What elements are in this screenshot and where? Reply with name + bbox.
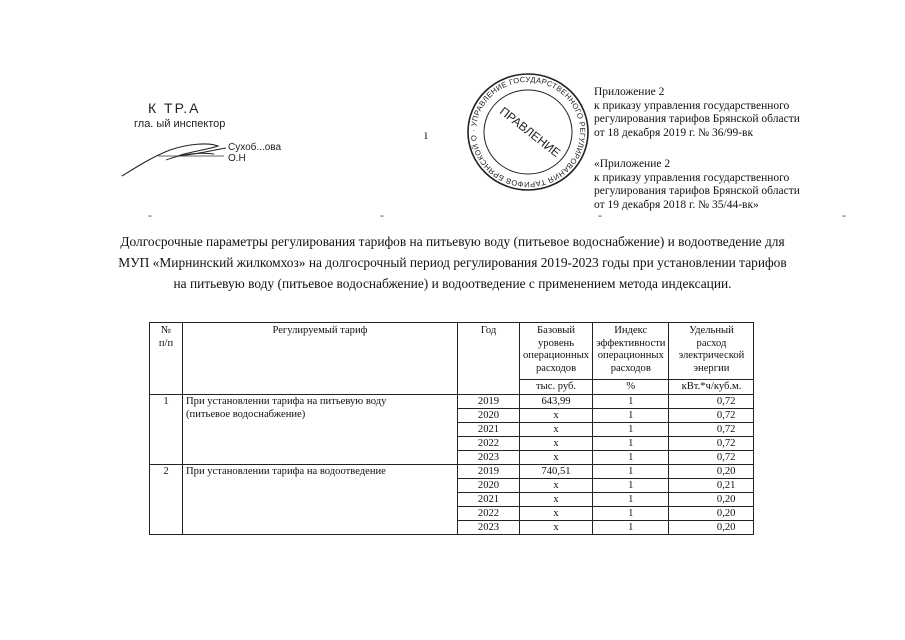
cell-base: 740,51 [520,465,593,479]
header-energy: Удельный расход электрической энергии [669,323,754,380]
scan-dash: - [148,208,152,222]
cell-energy: 0,20 [669,521,754,535]
cell-year: 2023 [458,451,520,465]
cell-year: 2022 [458,437,520,451]
cell-base: 643,99 [520,395,593,409]
appendix-previous [594,158,800,212]
appendix-line: регулирования тарифов Брянской области [594,185,800,198]
cell-index: 1 [593,521,669,535]
title-line: на питьевую воду (питьевое водоснабжение) и водоотведение с применением метода индексации. [173,276,732,291]
cell-index: 1 [593,423,669,437]
cell-index: 1 [593,479,669,493]
header-tariff: Регулируемый тариф [183,323,458,395]
appendix-line: Приложение 2 [594,86,665,98]
cell-base: х [520,521,593,535]
header-base: Базовый уровень операционных расходов [520,323,593,380]
stamp-heading: К ТР.А [148,100,201,116]
cell-energy: 0,20 [669,507,754,521]
cell-energy: 0,72 [669,451,754,465]
title-line: МУП «Мирнинский жилкомхоз» на долгосрочный период регулирования 2019-2023 годы при установлении тарифов [118,255,787,270]
scan-dash: - [380,208,384,222]
group-tariff: При установлении тарифа на водоотведение [183,465,458,535]
cell-energy: 0,72 [669,395,754,409]
cell-base: х [520,409,593,423]
cell-index: 1 [593,437,669,451]
cell-base: х [520,479,593,493]
approval-stamp [118,96,298,186]
scan-mark: ı [424,128,428,143]
title-line: Долгосрочные параметры регулирования тарифов на питьевую воду (питьевое водоснабжение) и водоотведение для [120,234,785,249]
group-tariff: При установлении тарифа на питьевую воду (питьевое водоснабжение) [183,395,458,465]
appendix-line: от 18 декабря 2019 г. № 36/99-вк [594,126,754,139]
stamp-name: Сухоб...ова О.Н [228,142,282,164]
cell-year: 2021 [458,493,520,507]
cell-energy: 0,72 [669,423,754,437]
document-title [70,231,835,294]
seal-outer-text: · УПРАВЛЕНИЕ ГОСУДАРСТВЕННОГО РЕГУЛИРОВАНИЯ ТАРИФОВ БРЯНСКОЙ О [468,74,588,190]
cell-year: 2022 [458,507,520,521]
table-header-row [150,323,754,380]
cell-base: х [520,493,593,507]
cell-energy: 0,72 [669,409,754,423]
table-row [150,465,754,479]
cell-year: 2019 [458,465,520,479]
header-num: № п/п [150,323,183,395]
unit-energy: кВт.*ч/куб.м. [669,380,754,395]
cell-base: х [520,437,593,451]
scan-dash: - [598,208,602,222]
cell-base: х [520,423,593,437]
cell-base: х [520,507,593,521]
unit-base: тыс. руб. [520,380,593,395]
seal-center-text: ПРАВЛЕНИЕ [496,104,564,160]
header-index: Индекс эффективности операционных расходов [593,323,669,380]
stamp-role: гла. ый инспектор [134,118,226,130]
cell-energy: 0,21 [669,479,754,493]
cell-year: 2019 [458,395,520,409]
cell-year: 2023 [458,521,520,535]
cell-energy: 0,20 [669,493,754,507]
cell-energy: 0,20 [669,465,754,479]
unit-index: % [593,380,669,395]
cell-index: 1 [593,451,669,465]
header-year: Год [458,323,520,395]
appendix-line: «Приложение 2 [594,158,671,170]
cell-year: 2020 [458,409,520,423]
appendix-current [594,86,800,140]
cell-energy: 0,72 [669,437,754,451]
cell-year: 2020 [458,479,520,493]
group-num: 2 [150,465,183,535]
scan-dash: - [842,208,846,222]
parameters-table [149,322,754,535]
group-num: 1 [150,395,183,465]
appendix-line: к приказу управления государственного [594,99,790,112]
table-row [150,395,754,409]
cell-index: 1 [593,507,669,521]
cell-year: 2021 [458,423,520,437]
appendix-line: от 19 декабря 2018 г. № 35/44-вк» [594,198,759,211]
appendix-line: к приказу управления государственного [594,171,790,184]
cell-index: 1 [593,409,669,423]
cell-base: х [520,451,593,465]
cell-index: 1 [593,493,669,507]
appendix-line: регулирования тарифов Брянской области [594,113,800,126]
cell-index: 1 [593,395,669,409]
official-seal [464,70,592,194]
cell-index: 1 [593,465,669,479]
